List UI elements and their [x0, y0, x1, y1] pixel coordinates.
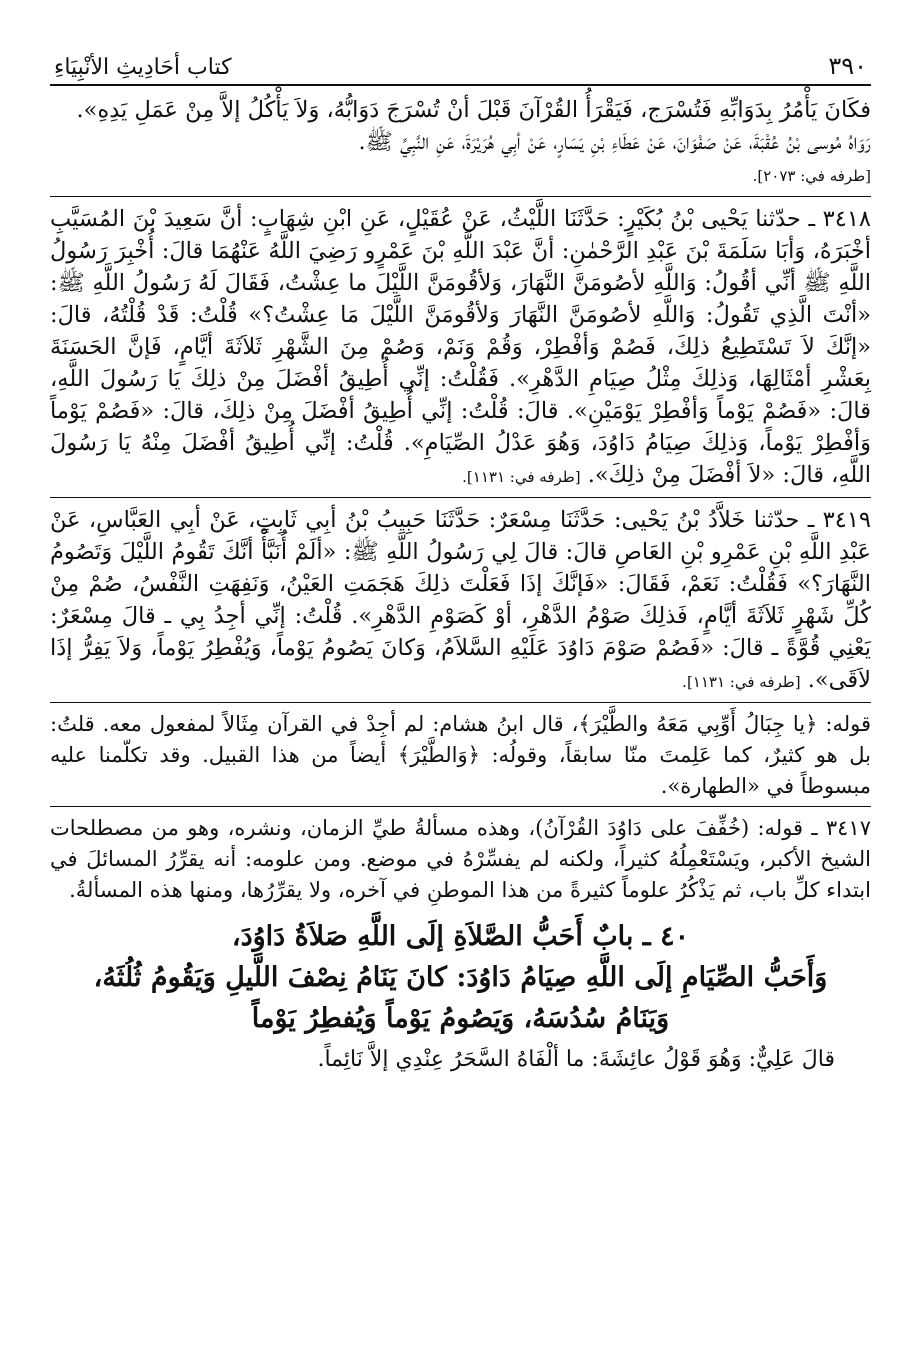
- hadith-top-ref: [طرفه في: ٢٠٧٣].: [752, 167, 871, 185]
- hadith-3418-paragraph: [50, 203, 871, 493]
- divider: [50, 196, 871, 197]
- hadith-3418-ref: [طرفه في: ١١٣١].: [462, 468, 581, 486]
- chapter-line-2: وَأَحَبُّ الصِّيَامِ إلَى اللَّهِ صِيَامُ دَاوُدَ: كانَ يَنَامُ نِصْفَ اللَّيلِ وَيَقُومُ ثُلُثَهُ،: [93, 962, 828, 993]
- hadith-3418: [50, 203, 871, 493]
- page-number: ٣٩٠: [828, 52, 867, 80]
- hadith-3419-ref: [طرفه في: ١١٣١].: [682, 673, 801, 691]
- hadith-3419: [50, 504, 871, 698]
- divider: [50, 806, 871, 807]
- divider: [50, 497, 871, 498]
- chapter-line-1: ٤٠ ـ بابٌ أَحَبُّ الصَّلاَةِ إلَى اللَّهِ صَلاَةُ دَاوُدَ،: [231, 921, 690, 952]
- page-header: [50, 52, 871, 86]
- hadith-3419-text: ٣٤١٩ ـ حدّثنا خَلاَّدُ بْنُ يَحْيى: حَدَّثَنَا مِسْعَرٌ: حَدَّثَنَا حَبِيبُ بْنُ أبِي ثَابِتٍ، عَنْ أبِي العَبَّاسِ، عَنْ عَبْدِ اللَّهِ بْنِ عَمْرِو بْنِ العَاصِ قالَ: قالَ لِي رَسُولُ اللَّهِ ﷺ: «ألَمْ أُنَبَّأْ أنَّكَ تَقُومُ اللَّيْلَ وَتَصُومُ النَّهَارَ؟» فَقُلْتُ: نَعَمْ، فَقَالَ: «فَإنَّكَ إذَا فَعَلْتَ ذلِكَ هَجَمَتِ العَيْنُ، وَنَفِهَتِ النَّفْسُ، صُمْ مِنْ كُلِّ شَهْرٍ ثَلاَثَةَ أيَّامٍ، فَذلِكَ صَوْمُ الدَّهْرِ، أوْ كَصَوْمِ الدَّهْرِ». قُلْتُ: إنِّي أجِدُ بِي ـ قالَ مِسْعَرٌ: يَعْنِي قُوَّةً ـ قالَ: «فَصُمْ صَوْمَ دَاوُدَ عَلَيْهِ السَّلاَمُ، وَكانَ يَصُومُ يَوْماً، وَيُفْطِرُ يَوْماً، وَلاَ يَفِرُّ إذَا لاَقَى».: [50, 507, 871, 693]
- hadith-top-ref-line: [50, 158, 871, 192]
- commentary: [50, 709, 871, 906]
- chapter-heading: [50, 916, 871, 1039]
- commentary-paragraph-2: ٣٤١٧ ـ قوله: (خُفِّفَ على دَاوُدَ القُرْآنُ)، وهذه مسألةُ طيِّ الزمان، ونشره، وهو من مصطلحات الشيخ الأكبر، ويَسْتَعْمِلُهُ كثيراً، ولكنه لم يفسِّرْهُ في موضع. ومن علومه: أنه يقرِّرُ المسائلَ في ابتداء كلِّ باب، ثم يَذْكُرُ علوماً كثيرةً من هذا الموطنِ في آخره، ولا يقرِّرُها، ومنها هذه المسألةُ.: [50, 816, 871, 902]
- hadith-top: [50, 94, 871, 192]
- book-title: كتاب أحَادِيثِ الأنْبِيَاءِ: [54, 55, 232, 80]
- hadith-3419-paragraph: [50, 504, 871, 698]
- hadith-3418-text: ٣٤١٨ ـ حدّثنا يَحْيى بْنُ بُكَيْرٍ: حَدَّثَنَا اللَّيْثُ، عَنْ عُقَيْلٍ، عَنِ ابْنِ شِهَابٍ: أنَّ سَعِيدَ بْنَ المُسَيَّبِ أخْبَرَهُ، وَأبَا سَلَمَةَ بْنَ عَبْدِ الرَّحْمٰنِ: أنَّ عَبْدَ اللَّهِ بْنَ عَمْرٍو رَضِيَ اللَّهُ عَنْهُمَا قالَ: أُخْبِرَ رَسُولُ اللَّهِ ﷺ أنِّي أقُولُ: وَاللَّهِ لأصُومَنَّ النَّهَارَ، وَلأقُومَنَّ اللَّيْلَ ما عِشْتُ، فَقَالَ لَهُ رَسُولُ اللَّهِ ﷺ: «أنْتَ الَّذِي تَقُولُ: وَاللَّهِ لأصُومَنَّ النَّهَارَ وَلأقُومَنَّ اللَّيْلَ مَا عِشْتُ؟» قُلْتُ: قَدْ قُلْتُهُ، قالَ: «إنَّكَ لاَ تَسْتَطِيعُ ذلِكَ، فَصُمْ وَأفْطِرْ، وَقُمْ وَنَمْ، وَصُمْ مِنَ الشَّهْرِ ثَلاَثَةَ أيَّامٍ، فَإنَّ الحَسَنَةَ بِعَشْرِ أمْثَالِهَا، وَذلِكَ مِثْلُ صِيَامِ الدَّهْرِ». فَقُلْتُ: إنِّي أُطِيقُ أفْضَلَ مِنْ ذلِكَ يَا رَسُولَ اللَّهِ، قالَ: «فَصُمْ يَوْماً وَأفْطِرْ يَوْمَيْنِ». قالَ: قُلْتُ: إنِّي أُطِيقُ أفْضَلَ مِنْ ذلِكَ، قالَ: «فَصُمْ يَوْماً وَأفْطِرْ يَوْماً، وَذلِكَ صِيَامُ دَاوُدَ، وَهُوَ عَدْلُ الصِّيَامِ». قُلْتُ: إنِّي أُطِيقُ أفْضَلَ مِنْهُ يَا رَسُولَ اللَّهِ، قالَ: «لاَ أفْضَلَ مِنْ ذلِكَ».: [50, 206, 871, 488]
- hadith-top-line-2: رَوَاهُ مُوسى بْنُ عُقْبَةَ، عَنْ صَفْوَانَ، عَنْ عَطَاءِ بْنِ يَسَارٍ، عَنْ أبِي هُرَيْرَةَ، عَنِ النَّبِيِّ ﷺ.: [358, 129, 871, 155]
- chapter-line-3: وَيَنَامُ سُدُسَهُ، وَيَصُومُ يَوْماً وَيُفطِرُ يَوْماً: [251, 1003, 670, 1034]
- divider: [50, 702, 871, 703]
- commentary-paragraph-1: قوله: ﴿يا جِبَالُ أَوِّبِي مَعَهُ والطَّيْرَ﴾، قال ابنُ هشام: لم أجِدْ في القرآن مِثَالاً لمفعول معه. قلتُ: بل هو كثيرٌ، كما عَلِمتَ منّا سابقاً، وقولُه: ﴿وَالطَّيْرَ﴾ أيضاً من هذا القبيل. وقد تكلّمنا عليه مبسوطاً في «الطهارة».: [50, 712, 871, 798]
- hadith-top-line-1: فكَانَ يَأْمُرُ بِدَوَابِّهِ فَتُسْرَج، فَيَقْرَأُ القُرْآنَ قَبْلَ أنْ تُسْرَجَ دَوَابُّهُ، وَلاَ يَأْكُلُ إلاَّ مِنْ عَمَلِ يَدِهِ».: [76, 97, 871, 123]
- chapter-quote: قالَ عَلِيٌّ: وَهُوَ قَوْلُ عائِشَةَ: ما ألْفَاهُ السَّحَرُ عِنْدِي إلاَّ نَائِماً.: [317, 1047, 835, 1072]
